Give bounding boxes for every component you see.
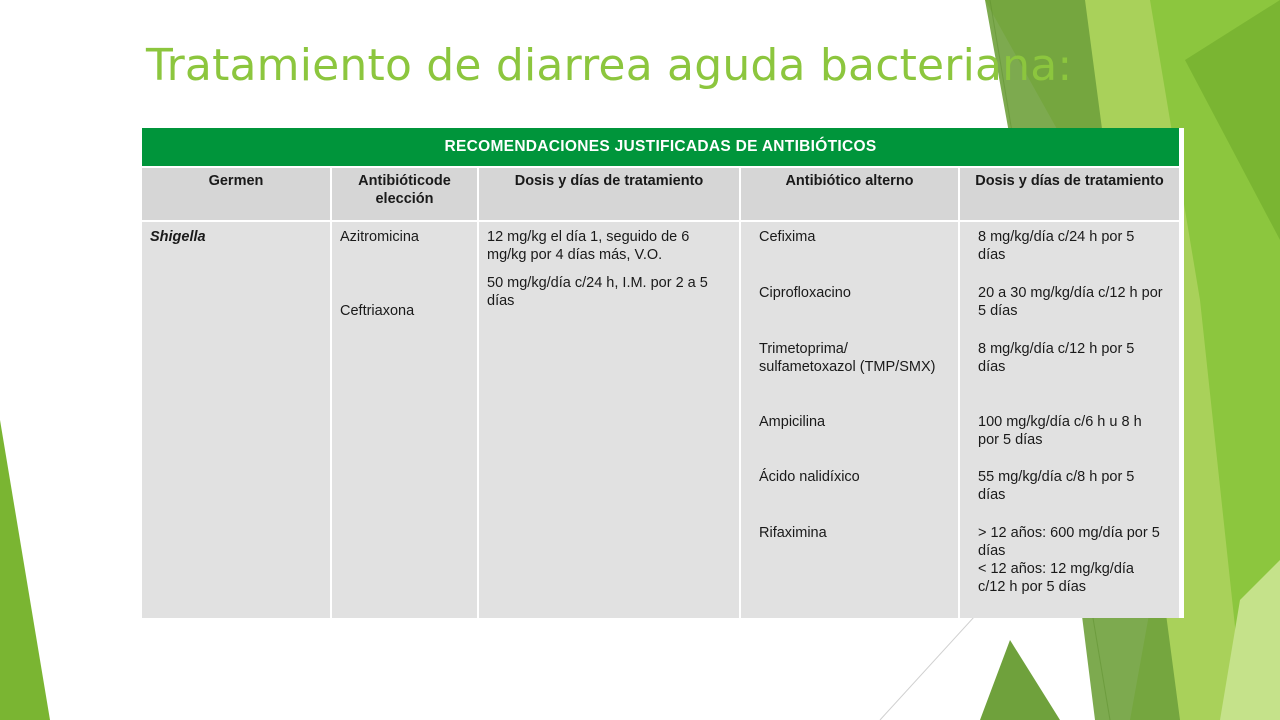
eleccion-item: Azitromicina [340, 229, 419, 245]
dosis-eleccion-item: 12 mg/kg el día 1, seguido de 6 mg/kg por 4 días más, V.O. [487, 229, 690, 263]
header-antibiotico-eleccion: Antibióticode elección [332, 168, 479, 220]
antibiotic-table [142, 128, 1184, 618]
slide-title: Tratamiento de diarrea aguda bacteriana: [146, 40, 1073, 91]
alterno-item: Cefixima [759, 229, 816, 245]
decor-shape-left [0, 420, 50, 720]
decor-line [880, 605, 985, 720]
alterno-item: Ampicilina [759, 414, 826, 430]
alterno-item: Trimetoprima/ sulfametoxazol (TMP/SMX) [759, 341, 936, 375]
header-dosis-alterno: Dosis y días de tratamiento [975, 173, 1164, 189]
dosis-alterno-item: 55 mg/kg/día c/8 h por 5 días [978, 469, 1135, 503]
header-antibiotico-alterno: Antibiótico alterno [741, 168, 960, 220]
cell-eleccion [332, 222, 479, 618]
cell-germen [142, 222, 332, 618]
dosis-eleccion-item: 50 mg/kg/día c/24 h, I.M. por 2 a 5 días [487, 275, 708, 309]
header-dosis-eleccion: Dosis y días de tratamiento [479, 168, 741, 220]
alterno-item: Ciprofloxacino [759, 285, 851, 301]
dosis-alterno-item: 8 mg/kg/día c/24 h por 5 días [978, 229, 1135, 263]
cell-alternos [741, 222, 960, 618]
table-banner: RECOMENDACIONES JUSTIFICADAS DE ANTIBIÓTICOS [142, 128, 1179, 168]
alterno-item: Ácido nalidíxico [759, 469, 860, 485]
table-row [142, 222, 1179, 618]
germen-name: Shigella [150, 229, 206, 245]
dosis-alterno-item: < 12 años: 12 mg/kg/día c/12 h por 5 días [978, 561, 1134, 595]
dosis-alterno-item: 8 mg/kg/día c/12 h por 5 días [978, 341, 1135, 375]
header-germen: Germen [142, 168, 332, 220]
table-header-row [142, 168, 1179, 222]
cell-dosis-eleccion [479, 222, 741, 618]
dosis-alterno-item: 20 a 30 mg/kg/día c/12 h por 5 días [978, 285, 1163, 319]
dosis-alterno-item: 100 mg/kg/día c/6 h u 8 h por 5 días [978, 414, 1142, 448]
decor-shape-bottom [980, 640, 1060, 720]
alterno-item: Rifaximina [759, 525, 827, 541]
dosis-alterno-item: > 12 años: 600 mg/día por 5 días [978, 525, 1160, 559]
eleccion-item: Ceftriaxona [340, 303, 415, 319]
cell-dosis-alternos [960, 222, 1179, 618]
